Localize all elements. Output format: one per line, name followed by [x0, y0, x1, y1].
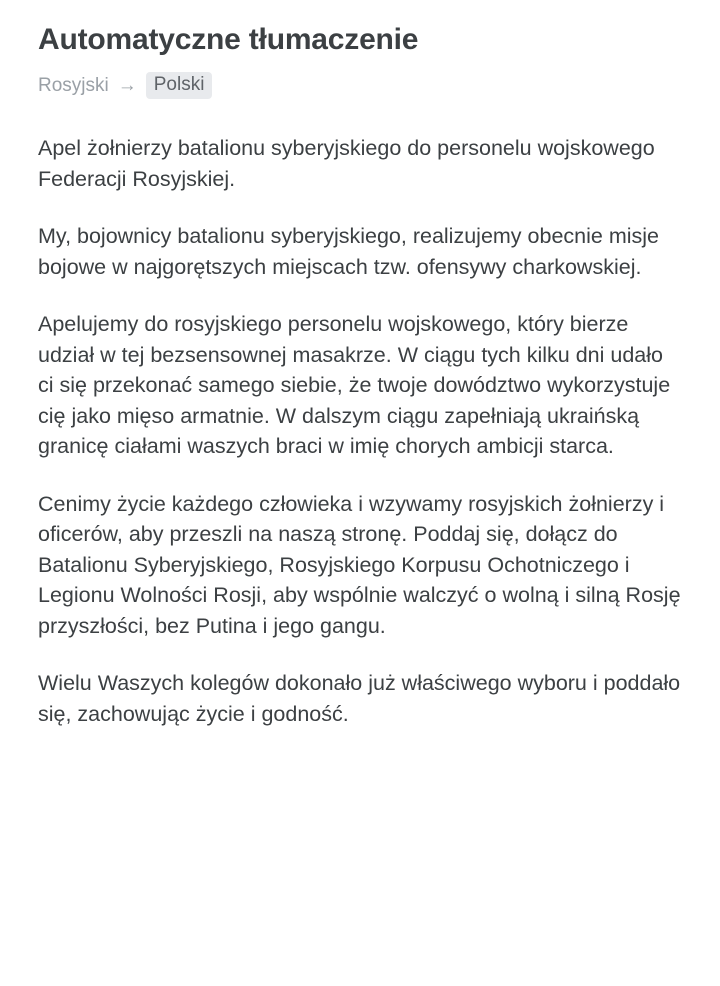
- target-language-chip[interactable]: Polski: [146, 72, 213, 99]
- paragraph: Apelujemy do rosyjskiego personelu wojskowego, który bierze udział w tej bezsensownej masakrze. W ciągu tych kilku dni udało ci się przekonać samego siebie, że twoje dowództwo wykorzystuje cię jako mięso armatnie. W dalszym ciągu zapełniają ukraińską granicę ciałami waszych braci w imię chorych ambicji starca.: [38, 312, 671, 459]
- page-title: Automatyczne tłumaczenie: [38, 23, 419, 56]
- paragraph: Cenimy życie każdego człowieka i wzywamy rosyjskich żołnierzy i oficerów, aby przeszli na naszą stronę. Poddaj się, dołącz do Batalionu Syberyjskiego, Rosyjskiego Korpusu Ochotniczego i Legionu Wolności Rosji, aby wspólnie walczyć o wolną i silną Rosję przyszłości, bez Putina i jego gangu.: [38, 491, 681, 638]
- arrow-right-icon: →: [117, 75, 137, 96]
- source-language-label: Rosyjski: [38, 74, 109, 96]
- paragraph: Apel żołnierzy batalionu syberyjskiego do personelu wojskowego Federacji Rosyjskiej.: [38, 136, 655, 191]
- translated-text-body: [38, 133, 682, 729]
- language-pair: [38, 72, 682, 99]
- paragraph: Wielu Waszych kolegów dokonało już właściwego wyboru i poddało się, zachowując życie i godność.: [38, 671, 681, 726]
- paragraph: My, bojownicy batalionu syberyjskiego, realizujemy obecnie misje bojowe w najgorętszych miejscach tzw. ofensywy charkowskiej.: [38, 224, 659, 279]
